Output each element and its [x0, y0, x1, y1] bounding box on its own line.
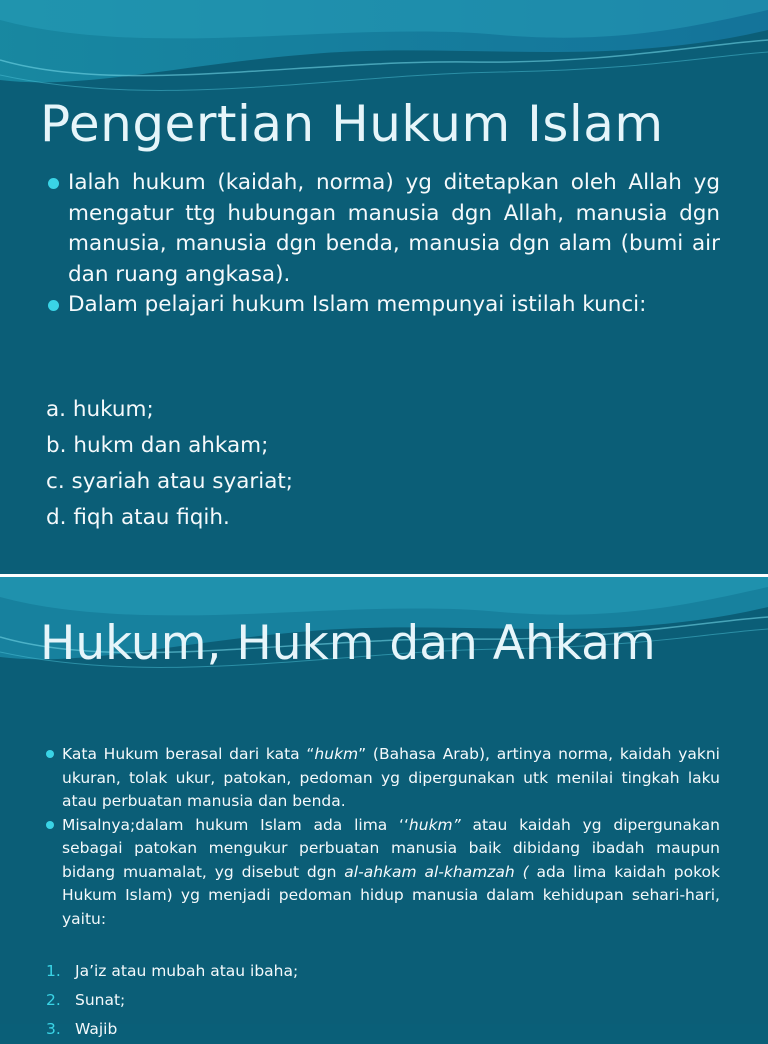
slide-2	[0, 577, 768, 1038]
bullet-item: Ialah hukum (kaidah, norma) yg ditetapkan oleh Allah yg mengatur ttg hubungan manusia dgn Allah, manusia dgn manusia, manusia dgn benda, manusia dgn alam (bumi air dan ruang angkasa).	[46, 168, 720, 290]
bullet-item: Kata Hukum berasal dari kata “hukm” (Bahasa Arab), artinya norma, kaidah yakni ukuran, tolak ukur, patokan, pedoman yg dipergunakan utk menilai tingkah laku atau perbuatan manusia dan benda.	[46, 743, 720, 814]
bullet-item: Dalam pelajari hukum Islam mempunyai istilah kunci:	[46, 290, 720, 321]
key-terms-list	[46, 392, 293, 536]
list-item: c. syariah atau syariat;	[46, 469, 294, 494]
slide-1-title: Pengertian Hukum Islam	[40, 95, 664, 153]
slide-2-title: Hukum, Hukm dan Ahkam	[40, 616, 656, 671]
bullet-icon	[46, 750, 54, 758]
bullet-icon	[48, 300, 59, 311]
list-item: 3. Wajib	[46, 1020, 118, 1038]
list-item: 1. Ja’iz atau mubah atau ibaha;	[46, 962, 299, 980]
five-rules-list	[46, 957, 298, 1044]
list-item: a. hukum;	[46, 397, 154, 422]
slide-2-bullet-list	[46, 743, 720, 931]
list-item: b. hukm dan ahkam;	[46, 433, 269, 458]
bullet-icon	[48, 178, 59, 189]
list-item: 2. Sunat;	[46, 991, 126, 1009]
bullet-item: Misalnya;dalam hukum Islam ada lima ‘‘hukm” atau kaidah yg dipergunakan sebagai patokan mengukur perbuatan manusia baik dibidang ibadah maupun bidang muamalat, yg disebut dgn al-ahkam al-khamzah ( ada lima kaidah pokok Hukum Islam) yg menjadi pedoman hidup manusia dalam kehidupan sehari-hari, yaitu:	[46, 814, 720, 932]
bullet-icon	[46, 821, 54, 829]
slide-1-bullet-list	[46, 168, 720, 321]
list-item: d. fiqh atau fiqih.	[46, 505, 230, 530]
